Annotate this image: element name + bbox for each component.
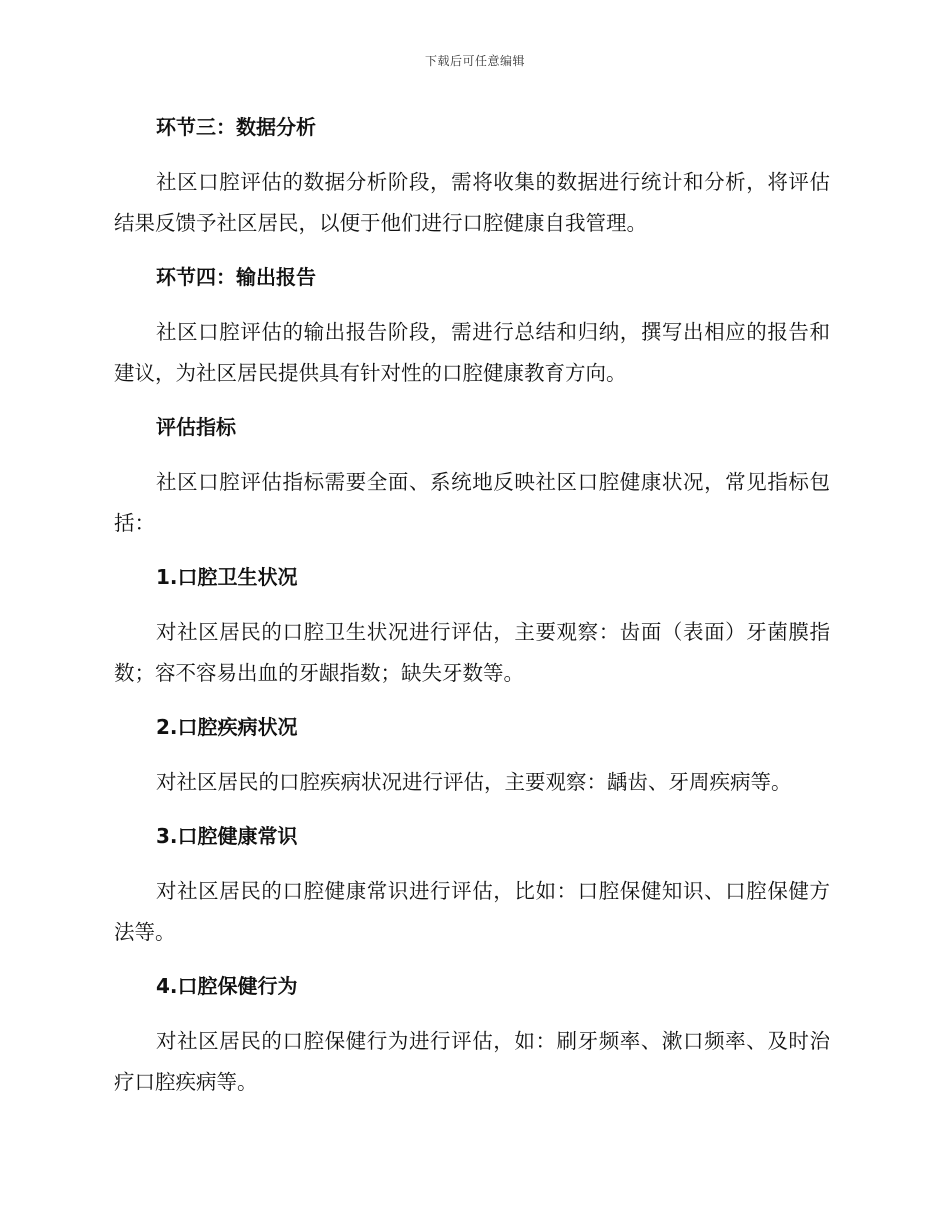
- heading-evaluation-indicators: 评估指标: [156, 415, 236, 439]
- heading-oral-hygiene: 1.口腔卫生状况: [156, 565, 298, 589]
- paragraph-output-report: 社区口腔评估的输出报告阶段，需进行总结和归纳，撰写出相应的报告和建议，为社区居民提供具有针对性的口腔健康教育方向。: [114, 320, 830, 385]
- paragraph-indicators-intro: 社区口腔评估指标需要全面、系统地反映社区口腔健康状况，常见指标包括：: [114, 470, 830, 535]
- paragraph-oral-health-knowledge: 对社区居民的口腔健康常识进行评估，比如：口腔保健知识、口腔保健方法等。: [114, 879, 830, 944]
- document-body: [114, 110, 830, 1119]
- heading-oral-care-behavior: 4.口腔保健行为: [156, 974, 298, 998]
- paragraph-oral-disease: 对社区居民的口腔疾病状况进行评估，主要观察：龋齿、牙周疾病等。: [156, 770, 792, 794]
- heading-oral-health-knowledge: 3.口腔健康常识: [156, 824, 298, 848]
- heading-stage-three: 环节三：数据分析: [156, 115, 316, 139]
- header-note: 下载后可任意编辑: [424, 54, 525, 68]
- paragraph-data-analysis: 社区口腔评估的数据分析阶段，需将收集的数据进行统计和分析，将评估结果反馈予社区居民，以便于他们进行口腔健康自我管理。: [114, 170, 830, 235]
- heading-stage-four: 环节四：输出报告: [156, 265, 316, 289]
- paragraph-oral-hygiene: 对社区居民的口腔卫生状况进行评估，主要观察：齿面（表面）牙菌膜指数；容不容易出血的牙龈指数；缺失牙数等。: [114, 620, 830, 685]
- heading-oral-disease: 2.口腔疾病状况: [156, 715, 298, 739]
- paragraph-oral-care-behavior: 对社区居民的口腔保健行为进行评估，如：刷牙频率、漱口频率、及时治疗口腔疾病等。: [114, 1029, 830, 1094]
